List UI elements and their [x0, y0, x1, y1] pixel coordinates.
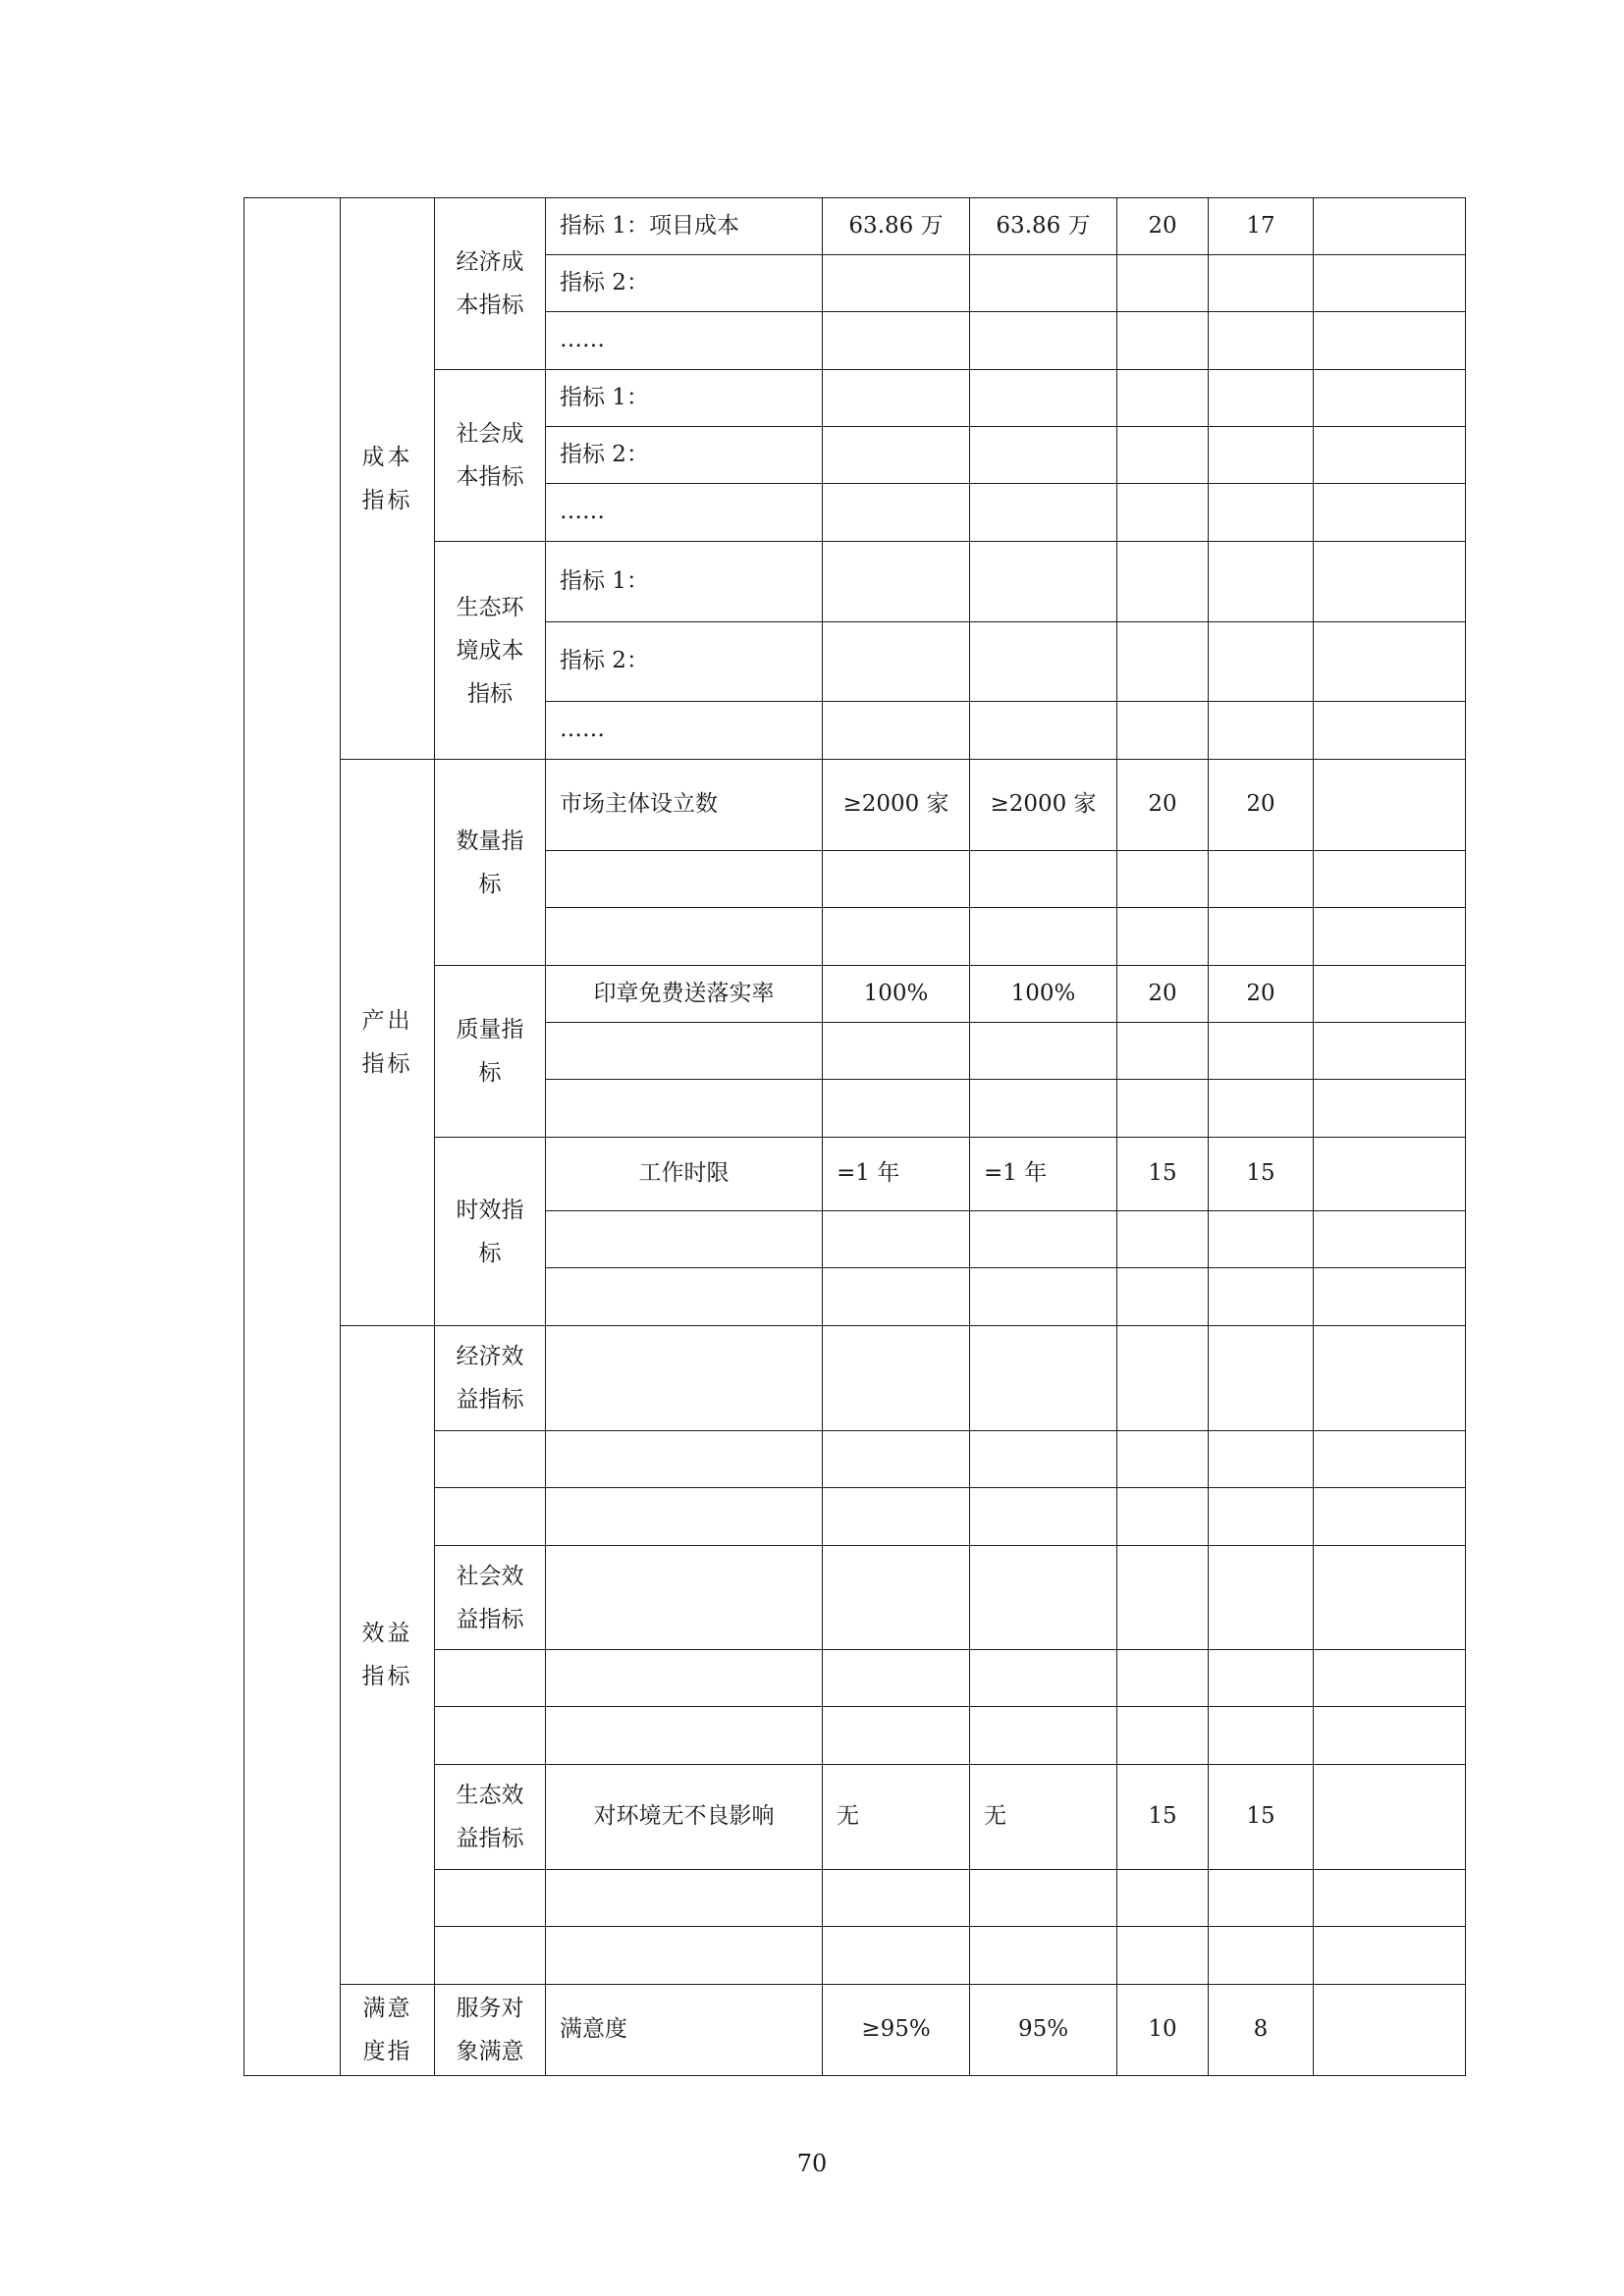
indicator-weight	[1117, 1650, 1209, 1707]
indicator-remark	[1314, 255, 1466, 312]
category-output: 产出 指标	[341, 760, 435, 1326]
indicator-name: ……	[546, 702, 823, 760]
indicator-name: 指标 2：	[546, 255, 823, 312]
indicator-score	[1209, 370, 1314, 427]
indicator-actual	[970, 851, 1117, 908]
indicator-remark	[1314, 542, 1466, 622]
indicator-name: ……	[546, 484, 823, 542]
indicator-target	[823, 1023, 970, 1080]
indicator-remark	[1314, 1707, 1466, 1765]
indicator-target	[823, 370, 970, 427]
indicator-target	[823, 427, 970, 484]
indicator-actual	[970, 1870, 1117, 1927]
indicator-actual	[970, 1023, 1117, 1080]
subcategory-quantity: 数量指 标	[435, 760, 546, 966]
indicator-remark	[1314, 1765, 1466, 1870]
indicator-name: 市场主体设立数	[546, 760, 823, 851]
indicator-name: 工作时限	[546, 1138, 823, 1211]
indicator-weight	[1117, 1546, 1209, 1650]
indicator-actual	[970, 1211, 1117, 1268]
performance-indicator-table	[244, 197, 1466, 2076]
indicator-actual: 无	[970, 1765, 1117, 1870]
subcategory-social-benefit: 社会效 益指标	[435, 1546, 546, 1650]
indicator-actual	[970, 1650, 1117, 1707]
indicator-weight	[1117, 1488, 1209, 1546]
indicator-actual	[970, 1488, 1117, 1546]
indicator-target	[823, 1080, 970, 1138]
indicator-weight: 10	[1117, 1985, 1209, 2076]
indicator-score	[1209, 1707, 1314, 1765]
indicator-score	[1209, 851, 1314, 908]
indicator-name: ……	[546, 312, 823, 370]
indicator-weight	[1117, 622, 1209, 702]
indicator-weight	[1117, 1268, 1209, 1326]
indicator-target	[823, 1546, 970, 1650]
indicator-target	[823, 1870, 970, 1927]
indicator-name: 指标 2：	[546, 427, 823, 484]
indicator-remark	[1314, 760, 1466, 851]
indicator-actual	[970, 312, 1117, 370]
indicator-actual	[970, 1431, 1117, 1488]
indicator-weight	[1117, 1023, 1209, 1080]
indicator-actual: ≥2000 家	[970, 760, 1117, 851]
indicator-score	[1209, 1870, 1314, 1927]
indicator-remark	[1314, 1546, 1466, 1650]
indicator-score	[1209, 1431, 1314, 1488]
indicator-name	[546, 1927, 823, 1985]
indicator-target	[823, 1927, 970, 1985]
page-number: 70	[796, 2150, 828, 2177]
indicator-name	[546, 1268, 823, 1326]
indicator-weight	[1117, 1326, 1209, 1431]
indicator-target: 无	[823, 1765, 970, 1870]
indicator-score: 20	[1209, 966, 1314, 1023]
indicator-weight	[1117, 484, 1209, 542]
indicator-weight	[1117, 1707, 1209, 1765]
indicator-score	[1209, 1488, 1314, 1546]
indicator-target: 100%	[823, 966, 970, 1023]
indicator-actual	[970, 370, 1117, 427]
indicator-score	[1209, 1326, 1314, 1431]
indicator-score	[1209, 1546, 1314, 1650]
indicator-weight	[1117, 1211, 1209, 1268]
indicator-name: 指标 1：	[546, 542, 823, 622]
indicator-score	[1209, 1268, 1314, 1326]
subcategory-blank	[435, 1927, 546, 1985]
indicator-target	[823, 1431, 970, 1488]
indicator-name	[546, 1707, 823, 1765]
subcategory-eco-benefit: 生态效 益指标	[435, 1765, 546, 1870]
subcategory-blank	[435, 1650, 546, 1707]
indicator-remark	[1314, 427, 1466, 484]
indicator-score	[1209, 1650, 1314, 1707]
indicator-name: 印章免费送落实率	[546, 966, 823, 1023]
indicator-remark	[1314, 1211, 1466, 1268]
indicator-target	[823, 1268, 970, 1326]
indicator-actual	[970, 908, 1117, 966]
indicator-target	[823, 542, 970, 622]
indicator-remark	[1314, 370, 1466, 427]
indicator-name	[546, 908, 823, 966]
indicator-target	[823, 851, 970, 908]
indicator-target	[823, 702, 970, 760]
indicator-score: 17	[1209, 198, 1314, 255]
subcategory-blank	[435, 1707, 546, 1765]
indicator-score	[1209, 1211, 1314, 1268]
indicator-remark	[1314, 851, 1466, 908]
indicator-target	[823, 1707, 970, 1765]
indicator-name	[546, 1211, 823, 1268]
indicator-remark	[1314, 1326, 1466, 1431]
subcategory-economic-benefit: 经济效 益指标	[435, 1326, 546, 1431]
indicator-actual	[970, 1546, 1117, 1650]
subcategory-blank	[435, 1431, 546, 1488]
indicator-score	[1209, 622, 1314, 702]
indicator-score	[1209, 1023, 1314, 1080]
indicator-weight	[1117, 542, 1209, 622]
indicator-remark	[1314, 1138, 1466, 1211]
subcategory-quality: 质量指 标	[435, 966, 546, 1138]
indicator-target	[823, 484, 970, 542]
indicator-weight: 15	[1117, 1765, 1209, 1870]
indicator-score	[1209, 542, 1314, 622]
category-satisfaction: 满意 度指	[341, 1985, 435, 2076]
indicator-weight: 15	[1117, 1138, 1209, 1211]
indicator-target	[823, 255, 970, 312]
indicator-remark	[1314, 1268, 1466, 1326]
indicator-name: 指标 2：	[546, 622, 823, 702]
indicator-remark	[1314, 908, 1466, 966]
indicator-name	[546, 1546, 823, 1650]
indicator-remark	[1314, 312, 1466, 370]
indicator-remark	[1314, 1650, 1466, 1707]
indicator-actual	[970, 427, 1117, 484]
indicator-name: 指标 1：项目成本	[546, 198, 823, 255]
indicator-score	[1209, 1080, 1314, 1138]
indicator-score	[1209, 702, 1314, 760]
indicator-weight	[1117, 255, 1209, 312]
indicator-weight: 20	[1117, 966, 1209, 1023]
category-benefit: 效益 指标	[341, 1326, 435, 1985]
indicator-target	[823, 908, 970, 966]
indicator-actual	[970, 484, 1117, 542]
category-cost: 成本 指标	[341, 198, 435, 760]
indicator-target	[823, 1488, 970, 1546]
indicator-weight	[1117, 427, 1209, 484]
indicator-name	[546, 1488, 823, 1546]
indicator-name	[546, 1650, 823, 1707]
indicator-score	[1209, 255, 1314, 312]
indicator-remark	[1314, 1080, 1466, 1138]
indicator-weight	[1117, 370, 1209, 427]
indicator-name	[546, 851, 823, 908]
indicator-target: ≥95%	[823, 1985, 970, 2076]
indicator-score: 15	[1209, 1765, 1314, 1870]
indicator-remark	[1314, 484, 1466, 542]
indicator-actual	[970, 1927, 1117, 1985]
indicator-remark	[1314, 1488, 1466, 1546]
indicator-score: 20	[1209, 760, 1314, 851]
subcategory-eco-cost: 生态环 境成本 指标	[435, 542, 546, 760]
indicator-target: ≥2000 家	[823, 760, 970, 851]
indicator-score	[1209, 908, 1314, 966]
indicator-actual	[970, 702, 1117, 760]
indicator-remark	[1314, 1431, 1466, 1488]
indicator-actual	[970, 1707, 1117, 1765]
indicator-weight	[1117, 1431, 1209, 1488]
indicator-name	[546, 1431, 823, 1488]
indicator-weight	[1117, 851, 1209, 908]
subcategory-service-satisfaction: 服务对 象满意	[435, 1985, 546, 2076]
indicator-actual: 63.86 万	[970, 198, 1117, 255]
indicator-weight	[1117, 908, 1209, 966]
indicator-actual	[970, 255, 1117, 312]
indicator-target	[823, 1326, 970, 1431]
indicator-actual: =1 年	[970, 1138, 1117, 1211]
subcategory-timeliness: 时效指 标	[435, 1138, 546, 1326]
indicator-target	[823, 1650, 970, 1707]
indicator-name: 指标 1：	[546, 370, 823, 427]
indicator-score	[1209, 1927, 1314, 1985]
indicator-score: 8	[1209, 1985, 1314, 2076]
indicator-remark	[1314, 966, 1466, 1023]
indicator-actual	[970, 1326, 1117, 1431]
indicator-score: 15	[1209, 1138, 1314, 1211]
indicator-name	[546, 1326, 823, 1431]
indicator-name	[546, 1023, 823, 1080]
indicator-weight	[1117, 1870, 1209, 1927]
indicator-target	[823, 312, 970, 370]
indicator-remark	[1314, 1870, 1466, 1927]
indicator-score	[1209, 484, 1314, 542]
indicator-actual	[970, 1080, 1117, 1138]
indicator-remark	[1314, 702, 1466, 760]
indicator-target: =1 年	[823, 1138, 970, 1211]
indicator-target	[823, 1211, 970, 1268]
subcategory-economic-cost: 经济成 本指标	[435, 198, 546, 370]
indicator-actual	[970, 1268, 1117, 1326]
indicator-weight	[1117, 1080, 1209, 1138]
indicator-remark	[1314, 622, 1466, 702]
indicator-actual	[970, 622, 1117, 702]
subcategory-social-cost: 社会成 本指标	[435, 370, 546, 542]
indicator-remark	[1314, 1023, 1466, 1080]
indicator-score	[1209, 312, 1314, 370]
indicator-target	[823, 622, 970, 702]
indicator-remark	[1314, 1927, 1466, 1985]
indicator-remark	[1314, 1985, 1466, 2076]
indicator-name	[546, 1080, 823, 1138]
indicator-target: 63.86 万	[823, 198, 970, 255]
indicator-remark	[1314, 198, 1466, 255]
indicator-name: 满意度	[546, 1985, 823, 2076]
indicator-weight: 20	[1117, 198, 1209, 255]
subcategory-blank	[435, 1488, 546, 1546]
indicator-actual: 95%	[970, 1985, 1117, 2076]
indicator-weight	[1117, 312, 1209, 370]
indicator-name	[546, 1870, 823, 1927]
subcategory-blank	[435, 1870, 546, 1927]
indicator-actual: 100%	[970, 966, 1117, 1023]
indicator-score	[1209, 427, 1314, 484]
outer-blank-cell	[244, 198, 341, 2076]
indicator-weight: 20	[1117, 760, 1209, 851]
indicator-weight	[1117, 702, 1209, 760]
indicator-name: 对环境无不良影响	[546, 1765, 823, 1870]
indicator-actual	[970, 542, 1117, 622]
indicator-weight	[1117, 1927, 1209, 1985]
